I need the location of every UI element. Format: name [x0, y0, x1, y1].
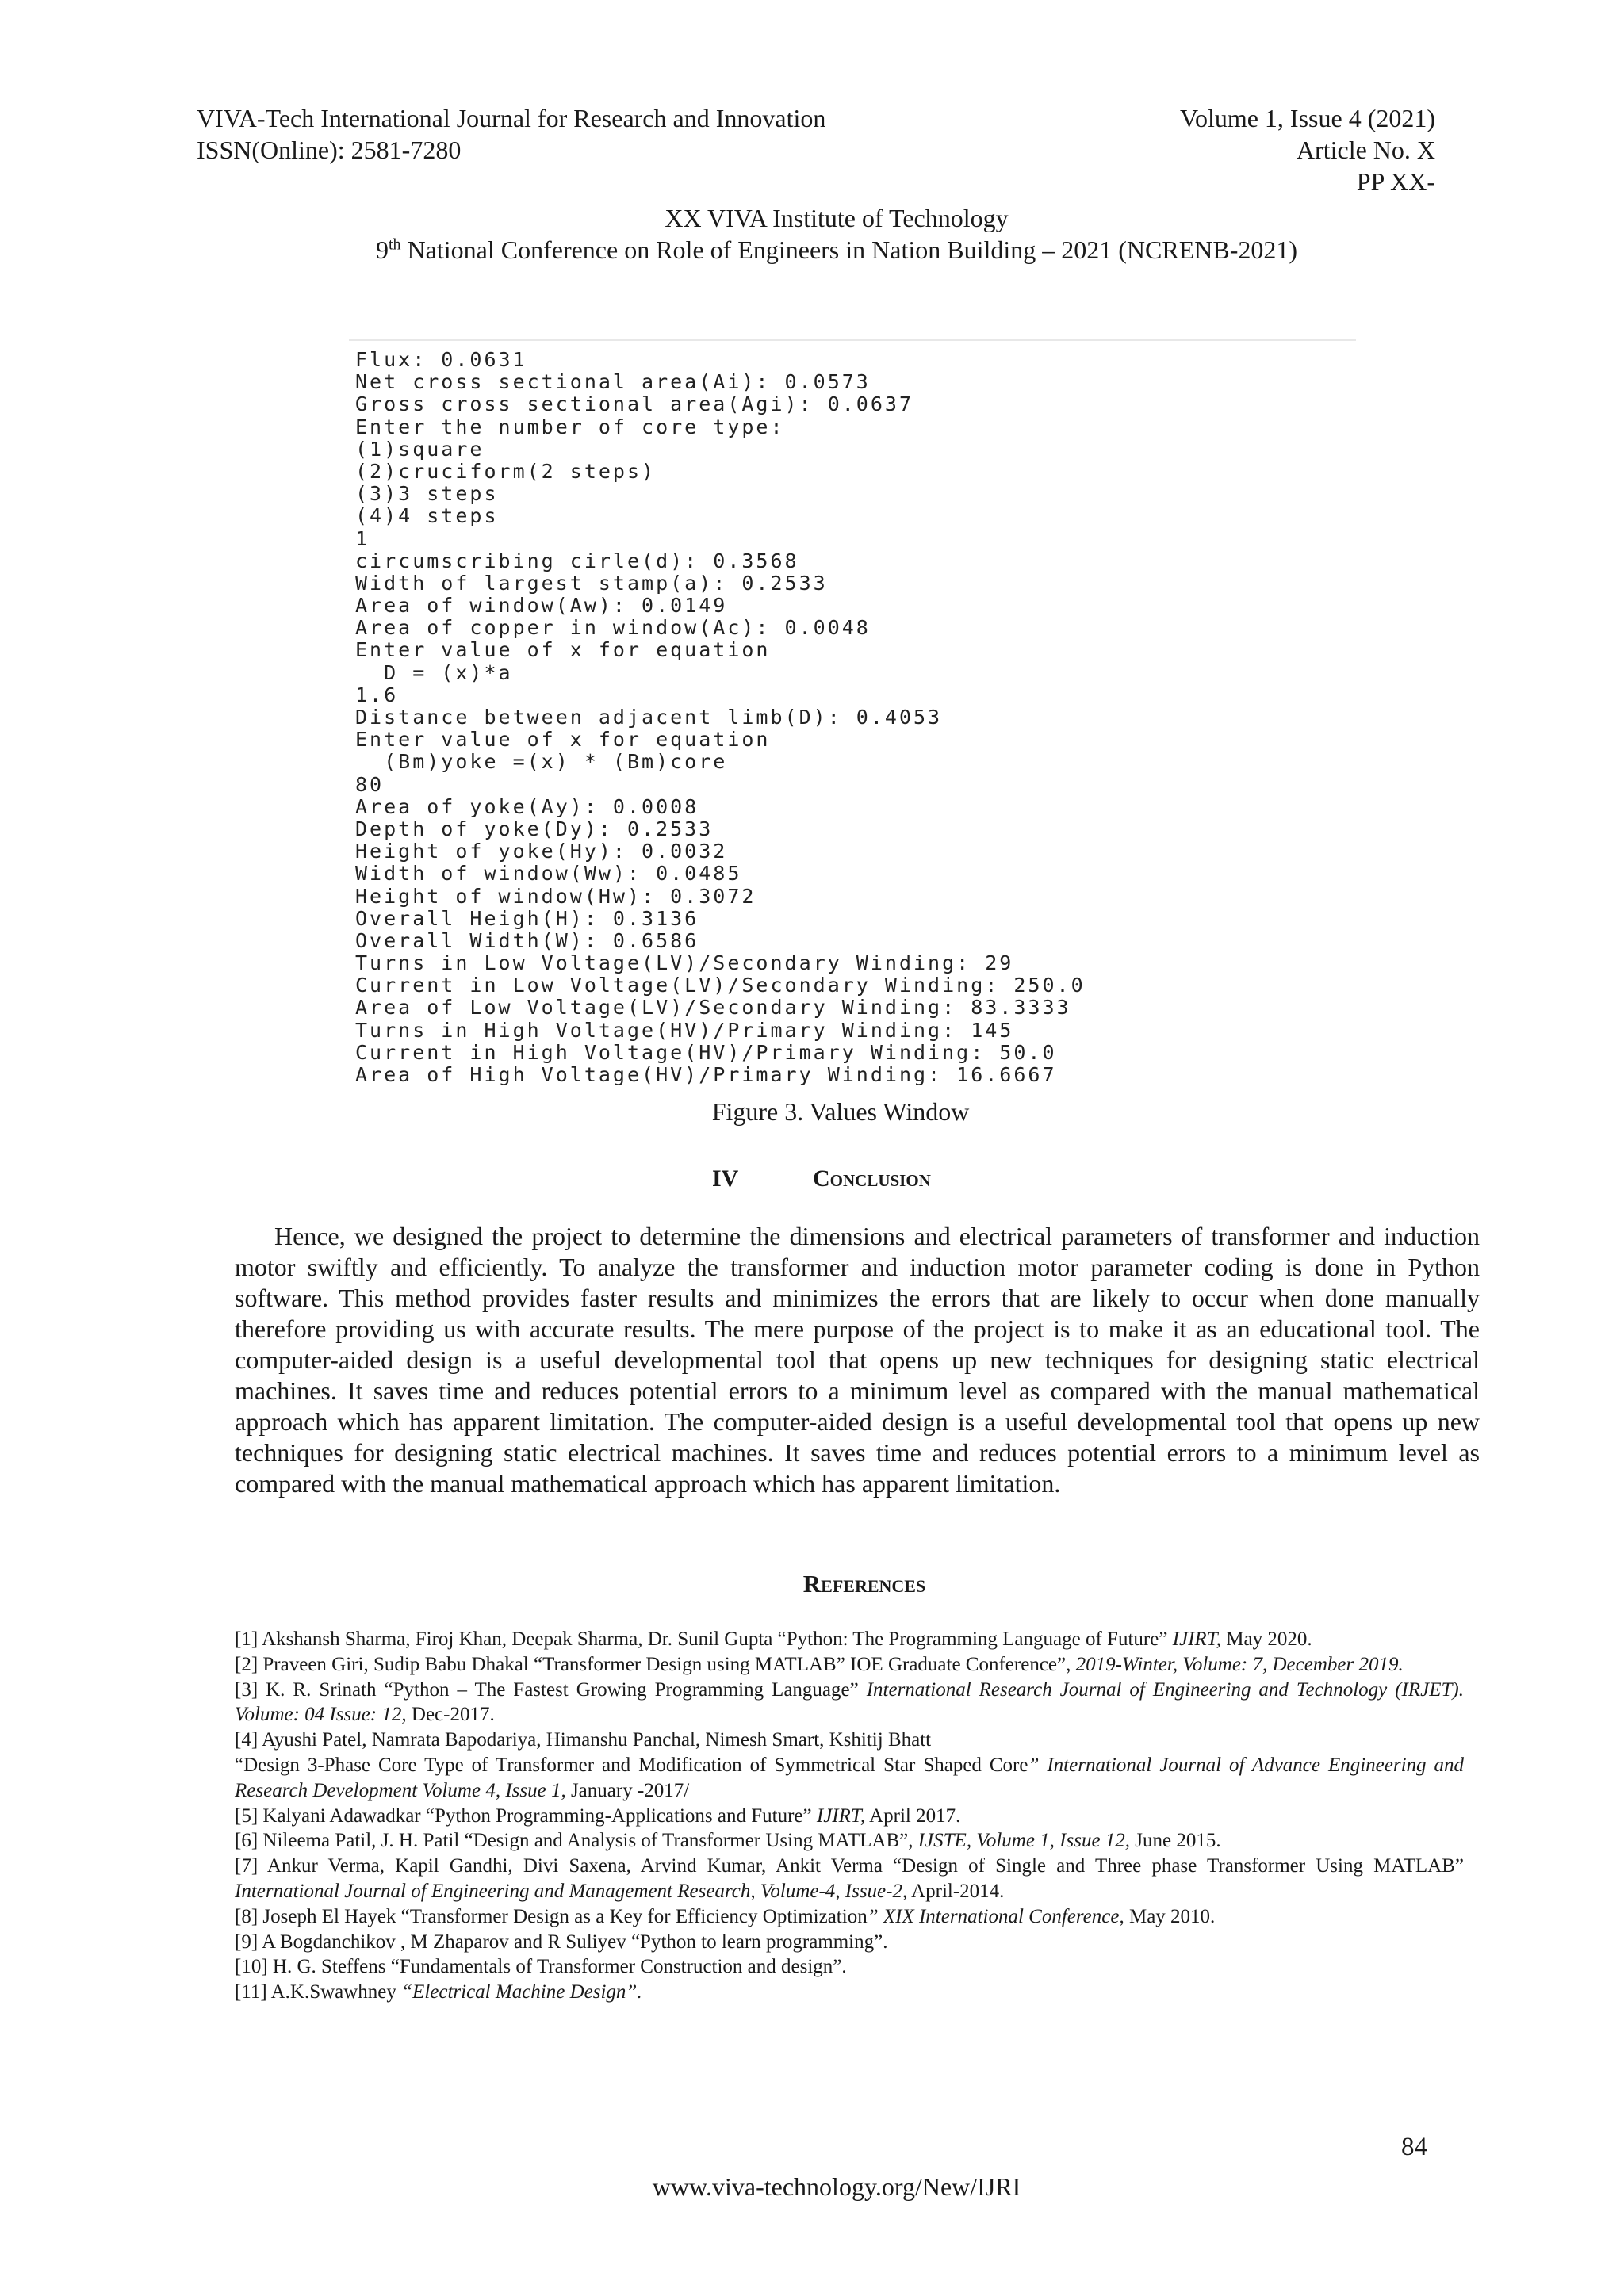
- reference-italic: IJIRT,: [1172, 1628, 1221, 1650]
- section-title: Conclusion: [813, 1165, 931, 1192]
- console-line: Depth of yoke(Dy): 0.2533: [355, 817, 714, 840]
- console-line: Area of Low Voltage(LV)/Secondary Winding: 83.3333: [355, 996, 1071, 1020]
- references-heading: References: [802, 1570, 926, 1598]
- reference-italic: ” XIX International Conference,: [867, 1905, 1124, 1927]
- console-line: Enter the number of core type:: [355, 415, 785, 438]
- console-line: (3)3 steps: [355, 482, 499, 506]
- console-line: Area of copper in window(Ac): 0.0048: [355, 616, 871, 640]
- issn: ISSN(Online): 2581-7280: [197, 136, 462, 164]
- console-line: Distance between adjacent limb(D): 0.4053: [355, 706, 943, 729]
- console-line: Overall Heigh(H): 0.3136: [355, 906, 699, 930]
- reference-tail: April 2017.: [865, 1804, 961, 1827]
- reference-text: [7] Ankur Verma, Kapil Gandhi, Divi Saxena, Arvind Kumar, Ankit Verma “Design of Single and Three phase Transformer Using MATLAB”: [235, 1855, 1464, 1877]
- console-line: Net cross sectional area(Ai): 0.0573: [355, 370, 871, 394]
- reference-item: [235, 1954, 1464, 1980]
- console-line: Area of yoke(Ay): 0.0008: [355, 794, 699, 818]
- console-line: Turns in Low Voltage(LV)/Secondary Winding: 29: [355, 951, 1014, 975]
- reference-text: [1] Akshansh Sharma, Firoj Khan, Deepak Sharma, Dr. Sunil Gupta “Python: The Programming Language of Future”: [235, 1628, 1173, 1650]
- reference-text: “Design 3-Phase Core Type of Transformer and Modification of Symmetrical Star Shaped Core: [235, 1754, 1028, 1776]
- volume-issue: Volume 1, Issue 4 (2021): [1179, 104, 1435, 132]
- reference-item: [235, 1980, 1464, 2005]
- reference-item: [235, 1627, 1464, 1652]
- reference-italic: “Electrical Machine Design”.: [401, 1981, 642, 2003]
- console-line: D = (x)*a: [355, 660, 513, 684]
- reference-item: [235, 1904, 1464, 1930]
- reference-text: [9] A Bogdanchikov , M Zhaparov and R Suliyev “Python to learn programming”.: [235, 1931, 888, 1953]
- reference-text: [6] Nileema Patil, J. H. Patil “Design and Analysis of Transformer Using MATLAB”,: [235, 1830, 918, 1852]
- console-line: (4)4 steps: [355, 504, 499, 528]
- console-line: 80: [355, 772, 385, 796]
- reference-tail: June 2015.: [1130, 1830, 1221, 1852]
- reference-text: [3] K. R. Srinath “Python – The Fastest Growing Programming Language”: [235, 1678, 867, 1701]
- reference-item: [235, 1804, 1464, 1829]
- console-line: Width of largest stamp(a): 0.2533: [355, 571, 828, 595]
- figure-caption: Figure 3. Values Window: [711, 1097, 970, 1126]
- reference-italic: IJSTE, Volume 1, Issue 12,: [917, 1830, 1131, 1852]
- reference-italic: International Journal of Engineering and Management Research, Volume-4, Issue-2,: [235, 1880, 908, 1902]
- reference-item: [235, 1753, 1464, 1804]
- page-range: PP XX-: [1356, 167, 1435, 196]
- reference-text: [11] A.K.Swawhney: [235, 1981, 402, 2003]
- section-number: IV: [712, 1165, 739, 1192]
- console-line: 1: [355, 526, 370, 550]
- console-line: 1.6: [355, 683, 399, 706]
- conference-title: [0, 235, 1624, 265]
- reference-item: [235, 1828, 1464, 1854]
- console-line: Area of window(Aw): 0.0149: [355, 594, 728, 618]
- console-line: Current in Low Voltage(LV)/Secondary Winding: 250.0: [355, 974, 1086, 997]
- reference-tail: April-2014.: [907, 1880, 1005, 1902]
- conference-number: 9: [375, 235, 389, 264]
- values-window-figure: [349, 339, 1356, 1091]
- journal-title: VIVA-Tech International Journal for Research and Innovation: [197, 104, 826, 132]
- conclusion-heading: [712, 1165, 931, 1192]
- reference-text: [5] Kalyani Adawadkar “Python Programming-Applications and Future”: [235, 1804, 817, 1827]
- console-line: Flux: 0.0631: [355, 348, 527, 371]
- footer-url: www.viva-technology.org/New/IJRI: [652, 2172, 1021, 2201]
- reference-text: [2] Praveen Giri, Sudip Babu Dhakal “Transformer Design using MATLAB” IOE Graduate Conference”,: [235, 1653, 1076, 1675]
- console-line: Turns in High Voltage(HV)/Primary Winding: 145: [355, 1018, 1014, 1042]
- reference-italic: International Research Journal of Engineering and Technology (IRJET). Volume: 04 Issue: 12,: [235, 1678, 1464, 1726]
- reference-tail: May 2010.: [1124, 1905, 1216, 1927]
- article-number: Article No. X: [1296, 136, 1435, 164]
- reference-text: [4] Ayushi Patel, Namrata Bapodariya, Himanshu Panchal, Nimesh Smart, Kshitij Bhatt: [235, 1729, 932, 1751]
- reference-text: [8] Joseph El Hayek “Transformer Design as a Key for Efficiency Optimization: [235, 1905, 868, 1927]
- console-line: Current in High Voltage(HV)/Primary Winding: 50.0: [355, 1040, 1057, 1064]
- reference-item: [235, 1854, 1464, 1904]
- reference-italic: ” International Journal of Advance Engineering and Research Development Volume 4, Issue 1,: [235, 1754, 1465, 1801]
- console-line: (1)square: [355, 437, 485, 461]
- console-line: Height of yoke(Hy): 0.0032: [355, 840, 728, 863]
- conclusion-paragraph: Hence, we designed the project to determine the dimensions and electrical parameters of transformer and induction motor swiftly and efficiently. To analyze the transformer and induction motor parameter coding is done in Python software. This method provides faster results and minimizes the errors that are likely to occur when done manually therefore providing us with accurate results. The mere purpose of the project is to make it as an educational tool. The computer-aided design is a useful developmental tool that opens up new techniques for designing static electrical machines. It saves time and reduces potential errors to a minimum level as compared with the manual mathematical approach which has apparent limitation. The computer-aided design is a useful developmental tool that opens up new techniques for designing static electrical machines. It saves time and reduces potential errors to a minimum level as compared with the manual mathematical approach which has apparent limitation.: [235, 1222, 1480, 1498]
- console-line: circumscribing cirle(d): 0.3568: [355, 549, 799, 572]
- reference-italic: 2019-Winter, Volume: 7, December 2019.: [1075, 1653, 1404, 1675]
- conference-suffix: th: [388, 235, 401, 254]
- reference-italic: IJIRT,: [816, 1804, 866, 1827]
- reference-item: [235, 1728, 1464, 1753]
- console-line: (Bm)yoke =(x) * (Bm)core: [355, 750, 728, 774]
- reference-item: [235, 1930, 1464, 1955]
- console-line: Overall Width(W): 0.6586: [355, 928, 699, 952]
- console-output: [355, 349, 1086, 1086]
- page-number: 84: [1401, 2133, 1427, 2161]
- console-line: Height of window(Hw): 0.3072: [355, 884, 756, 908]
- institute-name: XX VIVA Institute of Technology: [665, 204, 1009, 232]
- console-line: Enter value of x for equation: [355, 728, 771, 752]
- console-line: Width of window(Ww): 0.0485: [355, 862, 742, 886]
- reference-tail: January -2017/: [565, 1779, 690, 1801]
- console-line: Gross cross sectional area(Agi): 0.0637: [355, 392, 914, 416]
- reference-text: [10] H. G. Steffens “Fundamentals of Transformer Construction and design”.: [235, 1956, 847, 1978]
- console-line: Enter value of x for equation: [355, 638, 771, 662]
- conference-name: National Conference on Role of Engineers in Nation Building – 2021 (NCRENB-2021): [400, 235, 1298, 264]
- reference-tail: May 2020.: [1221, 1628, 1312, 1650]
- console-line: Area of High Voltage(HV)/Primary Winding: 16.6667: [355, 1063, 1057, 1086]
- reference-list: [235, 1627, 1464, 2005]
- reference-item: [235, 1652, 1464, 1678]
- reference-tail: Dec-2017.: [406, 1704, 495, 1726]
- console-line: (2)cruciform(2 steps): [355, 459, 657, 483]
- reference-item: [235, 1678, 1464, 1728]
